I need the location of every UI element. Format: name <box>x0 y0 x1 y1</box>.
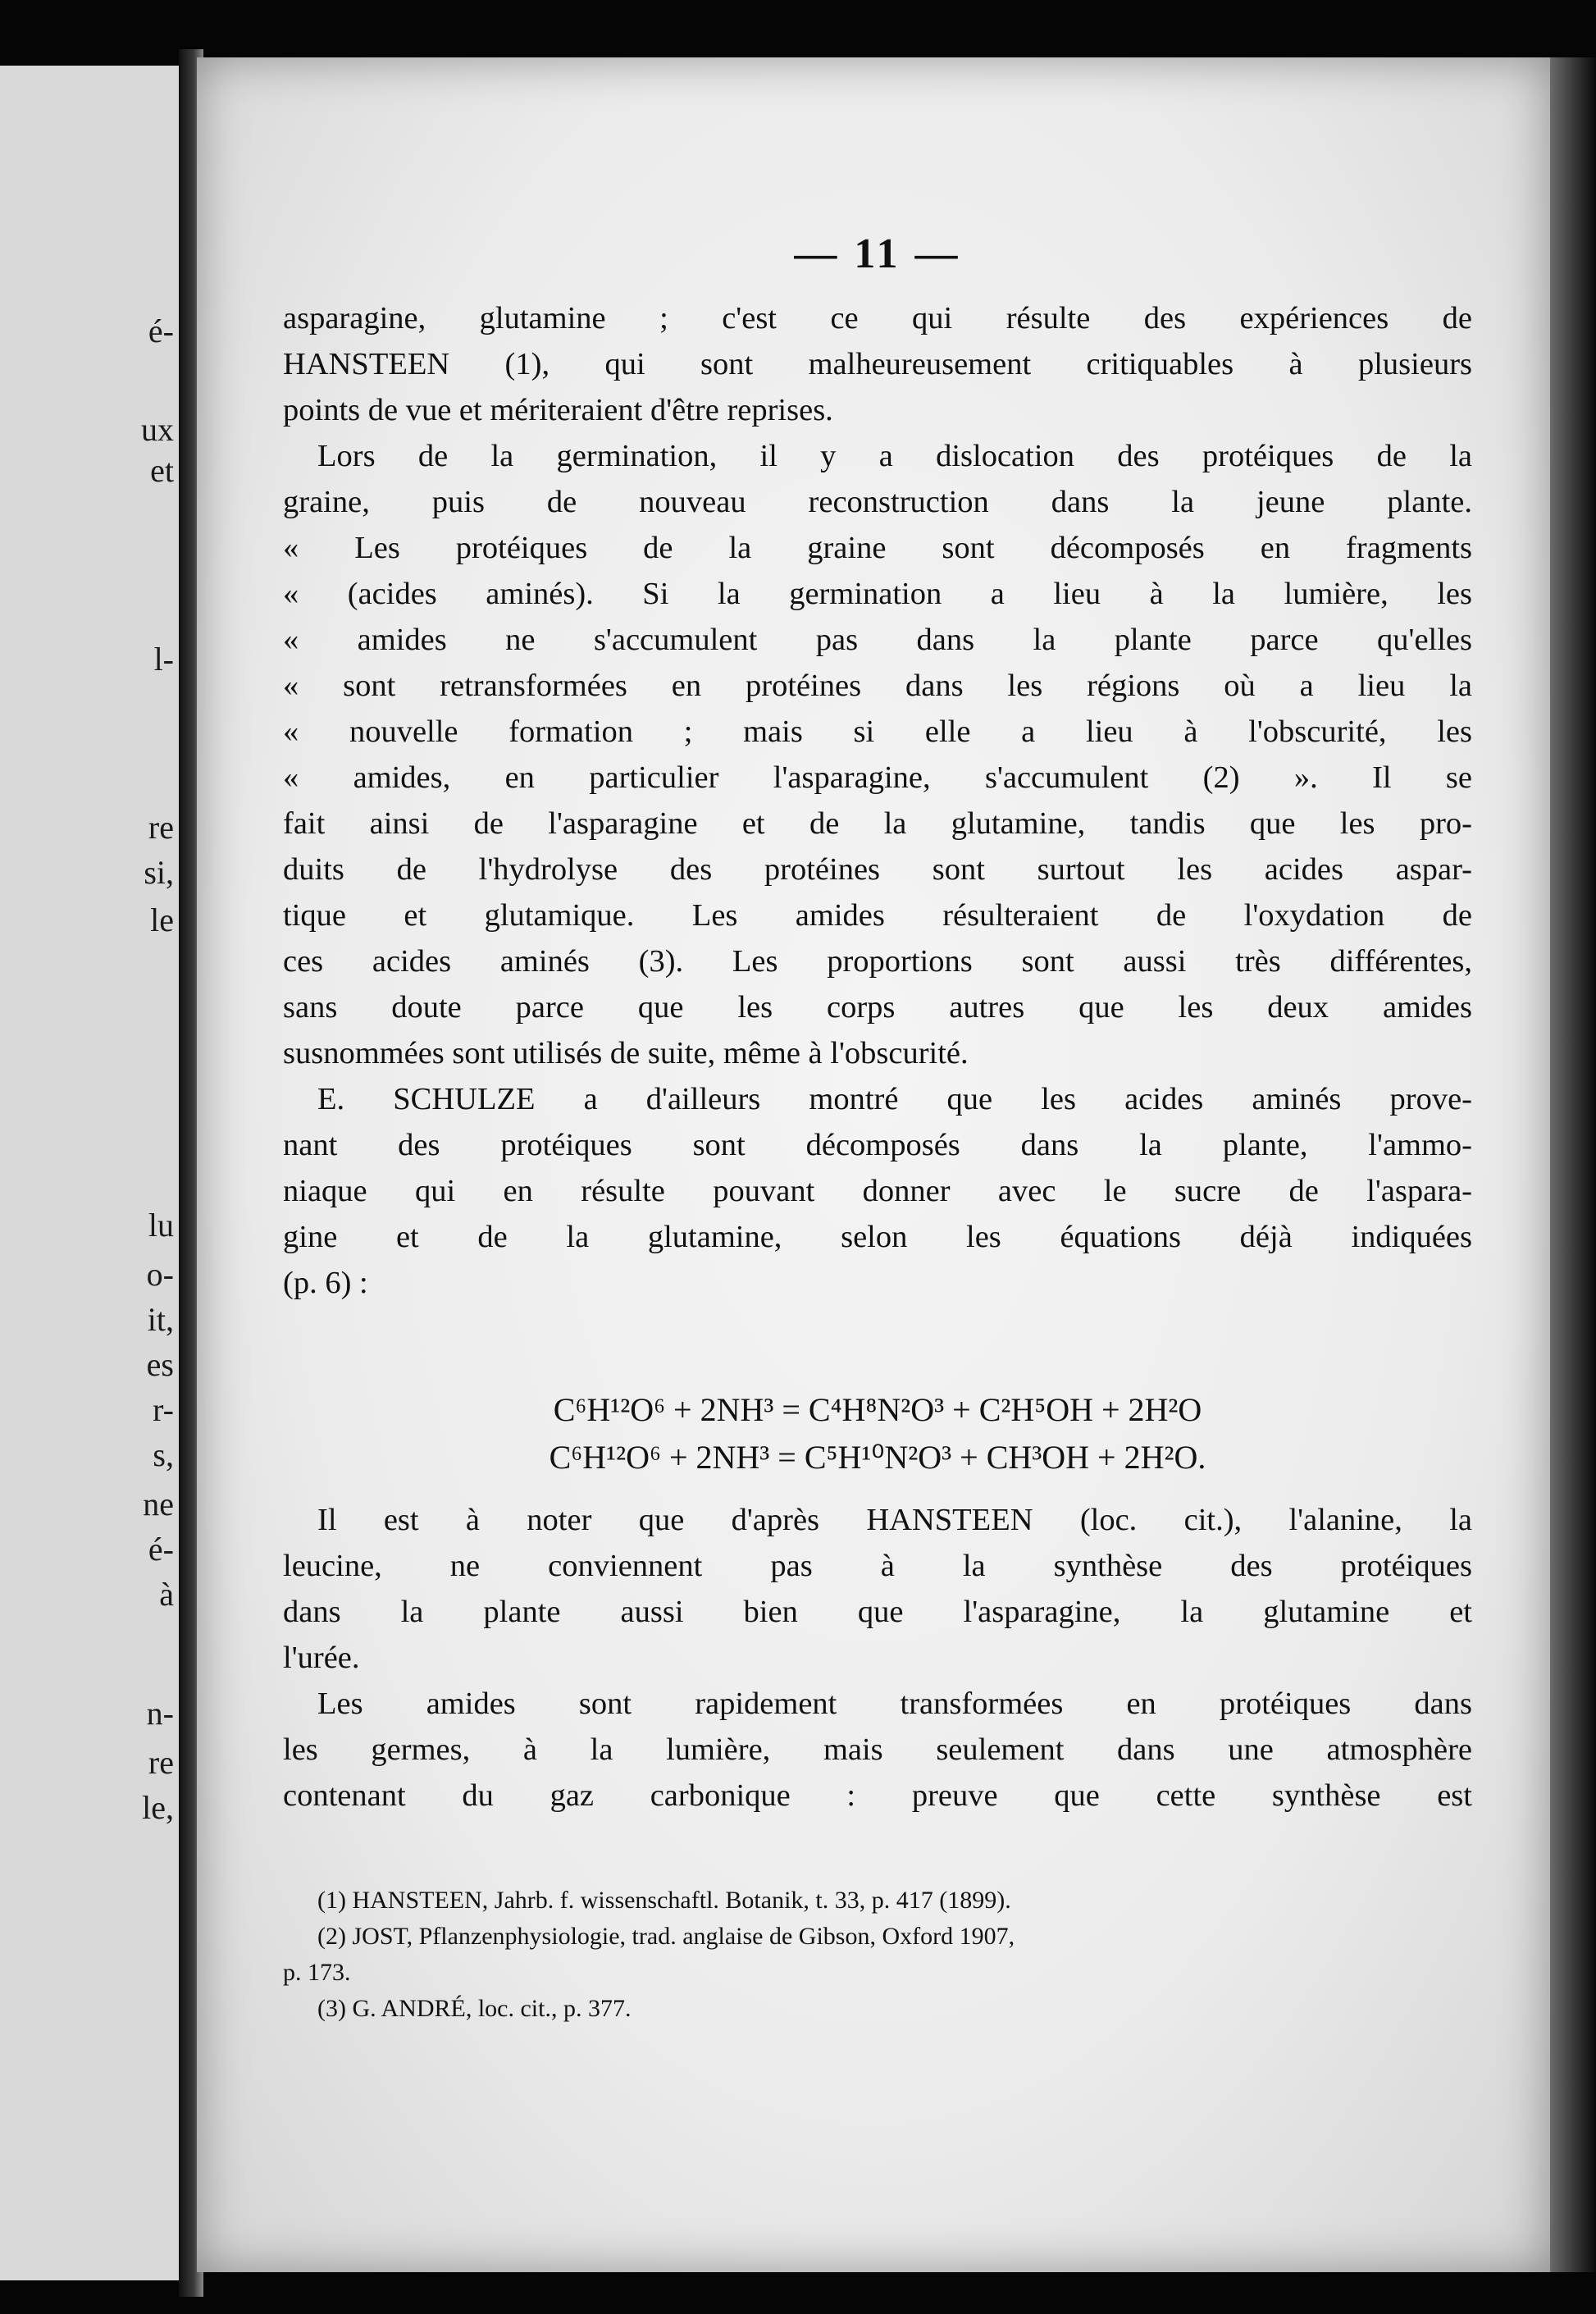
equation: C⁶H¹²O⁶ + 2NH³ = C⁵H¹⁰N²O³ + CH³OH + 2H²O. <box>549 1439 1206 1476</box>
text-line: HANSTEEN (1), qui sont malheureusement critiquables à plusieurs <box>283 347 1472 381</box>
text-line: Il est à noter que d'après HANSTEEN (loc. cit.), l'alanine, la <box>317 1503 1472 1537</box>
text-line: nant des protéiques sont décomposés dans la plante, l'ammo- <box>283 1128 1472 1162</box>
footnote: (2) JOST, Pflanzenphysiologie, trad. anglaise de Gibson, Oxford 1907, <box>317 1923 1015 1950</box>
footnotes <box>283 1883 1472 2027</box>
book-page <box>197 57 1550 2272</box>
left-fragment: re <box>148 1744 174 1781</box>
text-line: Lors de la germination, il y a dislocation des protéiques de la <box>317 439 1472 473</box>
left-fragment: n- <box>146 1695 174 1732</box>
equation: C⁶H¹²O⁶ + 2NH³ = C⁴H⁸N²O³ + C²H⁵OH + 2H²O <box>553 1391 1202 1428</box>
page-number: — 11 — <box>794 230 961 277</box>
footnote: (3) G. ANDRÉ, loc. cit., p. 377. <box>317 1995 632 2022</box>
left-fragment: le, <box>142 1789 174 1826</box>
left-fragment: lu <box>148 1207 174 1244</box>
left-fragment: et <box>150 452 174 489</box>
left-fragment: re <box>148 809 174 846</box>
text-line: « (acides aminés). Si la germination a lieu à la lumière, les <box>283 577 1472 611</box>
left-fragment: s, <box>153 1436 174 1473</box>
text-line: E. SCHULZE a d'ailleurs montré que les acides aminés prove- <box>317 1082 1472 1116</box>
text-line: leucine, ne conviennent pas à la synthèse des protéiques <box>283 1549 1472 1583</box>
footnote: p. 173. <box>283 1959 351 1986</box>
text-line: susnommées sont utilisés de suite, même à l'obscurité. <box>283 1036 969 1070</box>
text-line: les germes, à la lumière, mais seulement dans une atmosphère <box>283 1732 1472 1767</box>
text-line: asparagine, glutamine ; c'est ce qui résulte des expériences de <box>283 301 1472 335</box>
page-edge-shadow <box>1550 57 1596 2272</box>
text-line: dans la plante aussi bien que l'asparagine, la glutamine et <box>283 1595 1472 1629</box>
text-line: « nouvelle formation ; mais si elle a lieu à l'obscurité, les <box>283 714 1472 749</box>
text-line: l'urée. <box>283 1641 360 1675</box>
left-fragment: l- <box>153 641 174 678</box>
text-line: gine et de la glutamine, selon les équations déjà indiquées <box>283 1220 1472 1254</box>
text-line: « sont retransformées en protéines dans les régions où a lieu la <box>283 669 1472 703</box>
text-line: graine, puis de nouveau reconstruction dans la jeune plante. <box>283 485 1472 519</box>
text-line: (p. 6) : <box>283 1266 368 1300</box>
left-fragment: es <box>146 1346 174 1383</box>
text-line: « amides, en particulier l'asparagine, s'accumulent (2) ». Il se <box>283 760 1472 795</box>
text-line: contenant du gaz carbonique : preuve que cette synthèse est <box>283 1778 1472 1813</box>
left-fragment: r- <box>153 1391 174 1428</box>
left-fragment: é- <box>148 1531 174 1568</box>
body-text-bottom <box>283 1497 1472 1819</box>
left-fragment: le <box>150 901 174 938</box>
left-fragment: si, <box>144 854 174 891</box>
left-fragment: o- <box>146 1256 174 1293</box>
left-fragment: ne <box>143 1486 174 1522</box>
text-line: duits de l'hydrolyse des protéines sont surtout les acides aspar- <box>283 852 1472 887</box>
text-line: ces acides aminés (3). Les proportions sont aussi très différentes, <box>283 944 1472 979</box>
text-line: « Les protéiques de la graine sont décomposés en fragments <box>283 531 1472 565</box>
text-line: sans doute parce que les corps autres que les deux amides <box>283 990 1472 1025</box>
left-fragment: à <box>159 1576 174 1613</box>
text-line: Les amides sont rapidement transformées en protéiques dans <box>317 1686 1472 1721</box>
text-line: tique et glutamique. Les amides résulteraient de l'oxydation de <box>283 898 1472 933</box>
left-fragment: é- <box>148 313 174 349</box>
left-page-fragment <box>0 66 179 2280</box>
left-fragment: it, <box>147 1301 174 1338</box>
text-line: fait ainsi de l'asparagine et de la glutamine, tandis que les pro- <box>283 806 1472 841</box>
footnote: (1) HANSTEEN, Jahrb. f. wissenschaftl. Botanik, t. 33, p. 417 (1899). <box>317 1887 1011 1914</box>
left-fragment: ux <box>141 411 174 448</box>
body-text-top <box>283 295 1472 1306</box>
text-line: points de vue et mériteraient d'être reprises. <box>283 393 833 427</box>
chemical-equations <box>283 1386 1472 1481</box>
text-line: niaque qui en résulte pouvant donner avec le sucre de l'aspara- <box>283 1174 1472 1208</box>
text-line: « amides ne s'accumulent pas dans la plante parce qu'elles <box>283 623 1472 657</box>
